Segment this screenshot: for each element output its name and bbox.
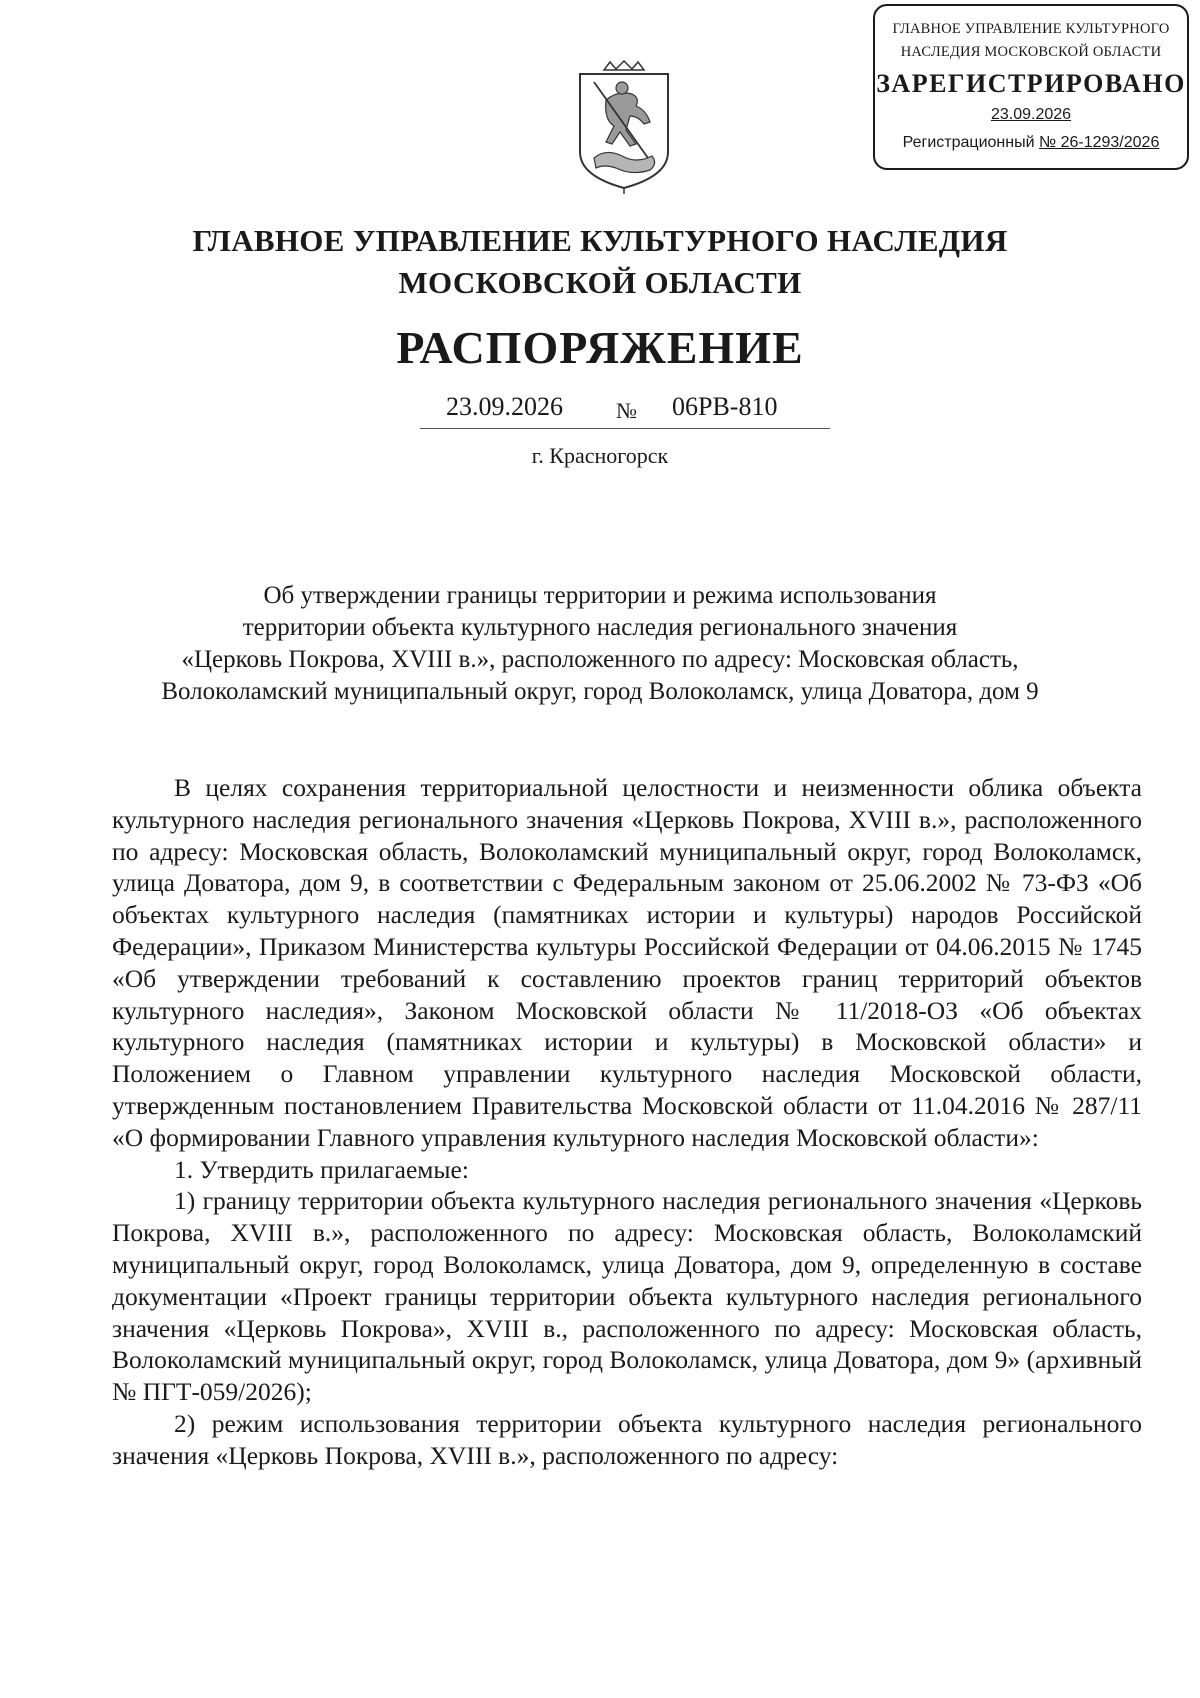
subject-line1: Об утверждении границы территории и режима использования [263,582,937,609]
document-type: РАСПОРЯЖЕНИЕ [396,322,804,373]
stamp-reg-label: Регистрационный [902,134,1039,151]
stamp-date: 23.09.2026 [990,106,1072,123]
number-sign: № [616,398,637,423]
stamp-reg-value: № 26-1293/2026 [1038,134,1160,151]
point-1: 1. Утвердить прилагаемые: [174,1154,469,1184]
document-date: 23.09.2026 [446,392,563,421]
stamp-org-line1: ГЛАВНОЕ УПРАВЛЕНИЕ КУЛЬТУРНОГО [892,21,1170,37]
organization-title-line2: МОСКОВСКОЙ ОБЛАСТИ [398,265,802,300]
registration-stamp [873,4,1189,170]
subject-line2: территории объекта культурного наследия регионального значения [242,614,958,641]
subject-line4: Волоколамский муниципальный округ, город Волоколамск, улица Доватора, дом 9 [161,678,1039,705]
stamp-reg-number [875,133,1187,153]
subpoint-1: 1) границу территории объекта культурного наследия регионального значения «Церковь Покрова, XVIII в.», расположенного по адресу: Московская область, Волоколамский муниципальный округ, город Волоколамск, улица Доватора, дом 9, определенную в составе документации «Проект границы территории объекта культурного наследия регионального значения «Церковь Покрова», XVIII в., расположенного по адресу: Московская область, Волоколамский муниципальный округ, город Волоколамск, улица Доватора, дом 9» (архивный № ПГТ-059/2026); [112,1186,1142,1407]
moscow-oblast-coat-of-arms-icon [566,60,682,196]
stamp-org-line2: НАСЛЕДИЯ МОСКОВСКОЙ ОБЛАСТИ [900,44,1162,60]
subject-line3: «Церковь Покрова, XVIII в.», расположенного по адресу: Московская область, [181,646,1019,673]
date-number-row [420,390,830,430]
organization-title-line1: ГЛАВНОЕ УПРАВЛЕНИЕ КУЛЬТУРНОГО НАСЛЕДИЯ [192,223,1008,258]
stamp-status: ЗАРЕГИСТРИРОВАНО [876,69,1186,98]
document-subject [80,580,1120,708]
date-number-underline [420,428,830,429]
document-city: г. Красногорск [531,443,669,468]
document-number: 06РВ-810 [672,392,778,421]
preamble-paragraph: В целях сохранения территориальной целостности и неизменности облика объекта культурного наследия регионального значения «Церковь Покрова, XVIII в.», расположенного по адресу: Московская область, Волоколамский муниципальный округ, город Волоколамск, улица Доватора, дом 9, в соответствии с Федеральным законом от 25.06.2002 № 73-ФЗ «Об объектах культурного наследия (памятниках истории и культуры) народов Российской Федерации», Приказом Министерства культуры Российской Федерации от 04.06.2015 № 1745 «Об утверждении требований к составлению проектов границ территорий объектов культурного наследия», Законом Московской области № 11/2018-ОЗ «Об объектах культурного наследия (памятниках истории и культуры) в Московской области» и Положением о Главном управлении культурного наследия Московской области, утвержденным постановлением Правительства Московской области от 11.04.2016 № 287/11 «О формировании Главного управления культурного наследия Московской области»: [112,773,1142,1152]
subpoint-2: 2) режим использования территории объекта культурного наследия регионального значения «Церковь Покрова, XVIII в.», расположенного по адресу: [112,1408,1142,1470]
document-body [112,772,1142,1472]
organization-title [0,220,1200,304]
